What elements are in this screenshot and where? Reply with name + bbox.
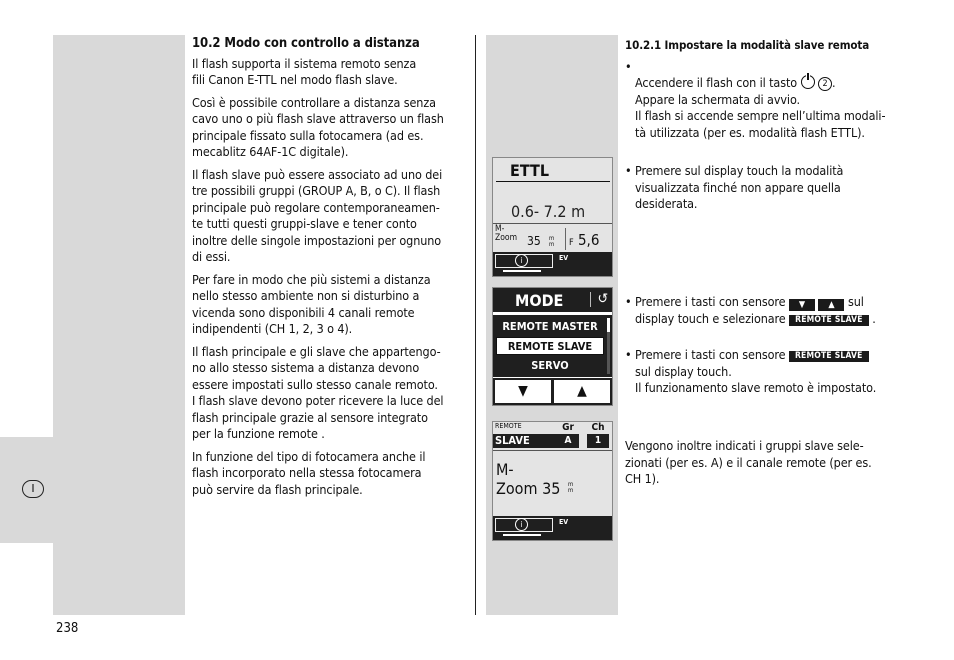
bottom-bar: [493, 516, 612, 540]
paragraph: In funzione del tipo di fotocamera anche il flash incorporato nella stessa fotocamera può servire da flash principale.: [192, 448, 426, 497]
step-3-line2: display touch e selezionare: [635, 311, 786, 326]
down-button[interactable]: ▼: [495, 380, 551, 403]
group-value: A: [557, 434, 579, 448]
channel-indicator[interactable]: [587, 422, 609, 448]
mm-unit: [568, 482, 573, 494]
left-margin-band: [53, 35, 185, 615]
up-key-icon: ▲: [818, 299, 844, 311]
step-4-text: Premere i tasti con sensore: [635, 347, 786, 362]
tab-underline: [503, 534, 541, 536]
step-4-detail: sul display touch. Il funzionamento slave remoto è impostato.: [635, 363, 877, 395]
step-1-detail: Appare la schermata di avvio. Il flash si accende sempre nell’ultima modali- tà utilizzata (per es. modalità flash ETTL).: [635, 91, 886, 140]
step-3: • Premere i tasti con sensore ▼ ▲ sul display touch e selezionare REMOTE SLAVE .: [625, 294, 876, 326]
separator: [493, 223, 612, 224]
ev-tab[interactable]: EV: [559, 518, 569, 526]
f-value: 5,6: [577, 231, 600, 249]
display-mode-menu: [492, 287, 613, 406]
column-divider: [475, 35, 476, 615]
tab-underline: [503, 270, 541, 272]
zoom-readout: [496, 460, 560, 498]
language-badge: I: [22, 480, 44, 498]
paragraph: Il flash slave può essere associato ad uno dei tre possibili gruppi (GROUP A, B, o C). Il flash principale può regolare contemporaneamen- te tutti questi gruppi-slave e tener conto inoltre delle singole impostazioni per ognuno di essi.: [192, 166, 443, 264]
channel-value: 1: [587, 434, 609, 448]
group-indicator[interactable]: [557, 422, 579, 448]
down-key-icon: ▼: [789, 299, 815, 311]
info-icon: i: [515, 518, 528, 531]
step-4: • Premere i tasti con sensore REMOTE SLAVE sul display touch. Il funzionamento slave remoto è impostato.: [625, 347, 877, 395]
up-button[interactable]: ▲: [554, 380, 610, 403]
mode-title[interactable]: ETTL: [496, 158, 610, 182]
punct: .: [832, 75, 836, 90]
step-1-text: Accendere il flash con il tasto: [635, 75, 801, 90]
menu-item-servo[interactable]: SERVO: [531, 359, 569, 372]
key-number: 2: [818, 77, 832, 91]
left-column: [192, 36, 468, 504]
paragraph: Il flash principale e gli slave che appartengo- no allo stesso sistema a distanza devono essere impostati sullo stesso canale remoto. I flash slave devono poter ricevere la luce del flash principale grazie al sensore integrato per la funzione remote .: [192, 343, 444, 441]
subsection-block: [625, 37, 915, 158]
mm-2: m: [549, 241, 555, 248]
punct: .: [872, 311, 876, 326]
paragraph: Il flash supporta il sistema remoto senza fili Canon E-TTL nel modo flash slave.: [192, 55, 417, 87]
zoom-label-2: Zoom 35: [496, 479, 561, 498]
section-heading: 10.2 Modo con controllo a distanza: [192, 36, 420, 51]
separator: [565, 228, 566, 250]
separator: [493, 450, 612, 451]
step-3-text: Premere i tasti con sensore: [635, 294, 786, 309]
step-1: • Accendere il flash con il tasto 2 . Appare la schermata di avvio. Il flash si accende sempre nell’ultima modali- tà utilizzata (per es. modalità flash ETTL).: [625, 59, 915, 158]
group-header: Gr: [562, 422, 574, 433]
paragraph: Così è possibile controllare a distanza senza cavo uno o più flash slave attraverso un flash principale fissato sulla fotocamera (ad es. mecablitz 64AF-1C digitale).: [192, 94, 444, 159]
scrollbar[interactable]: [607, 318, 610, 374]
channel-header: Ch: [591, 422, 605, 433]
menu-item-remote-master[interactable]: REMOTE MASTER: [502, 320, 598, 333]
subsection-heading: 10.2.1 Impostare la modalità slave remota: [625, 38, 870, 52]
display-ettl: [492, 157, 613, 277]
zoom-label-2: Zoom: [495, 233, 518, 243]
zoom-value: 35: [527, 234, 541, 248]
remote-slave-chip: REMOTE SLAVE: [789, 315, 869, 326]
note-text: Vengono inoltre indicati i gruppi slave sele- zionati (per es. A) e il canale remote (per es. CH 1).: [625, 438, 872, 486]
menu-title: MODE: [493, 288, 612, 312]
mm-1: m: [568, 481, 574, 488]
zoom-label: [495, 225, 517, 243]
paragraph: Per fare in modo che più sistemi a distanza nello stesso ambiente non si disturbino a vicenda sono disponibili 4 canali remote indipendenti (CH 1, 2, 3 o 4).: [192, 271, 431, 336]
zoom-label-1: M-: [496, 460, 514, 479]
remote-label: REMOTE: [495, 422, 522, 430]
menu-item-remote-slave[interactable]: REMOTE SLAVE: [496, 337, 604, 355]
mm-unit: [549, 236, 554, 248]
mm-1: m: [549, 235, 555, 242]
mm-2: m: [568, 487, 574, 494]
info-icon: i: [515, 254, 528, 267]
page-number: 238: [56, 621, 79, 636]
back-icon[interactable]: ↺: [590, 292, 608, 307]
step-2: • Premere sul display touch la modalità visualizzata finché non appare quella desiderata.: [625, 163, 844, 211]
aperture-value: [569, 231, 599, 249]
slave-mode[interactable]: SLAVE: [493, 434, 559, 448]
power-icon: [801, 75, 815, 89]
mode-list: [493, 315, 612, 377]
arrow-buttons: [493, 378, 612, 405]
step-3-mid: sul: [847, 294, 864, 309]
zoom-label-1: M-: [495, 224, 505, 234]
f-label: F: [569, 238, 574, 248]
range-readout: 0.6- 7.2 m: [511, 202, 586, 221]
bottom-bar: [493, 252, 612, 276]
remote-slave-chip: REMOTE SLAVE: [789, 351, 869, 362]
step-2-text: Premere sul display touch la modalità visualizzata finché non appare quella desiderata.: [635, 163, 844, 211]
ev-tab[interactable]: EV: [559, 254, 569, 262]
display-remote-slave: [492, 421, 613, 541]
